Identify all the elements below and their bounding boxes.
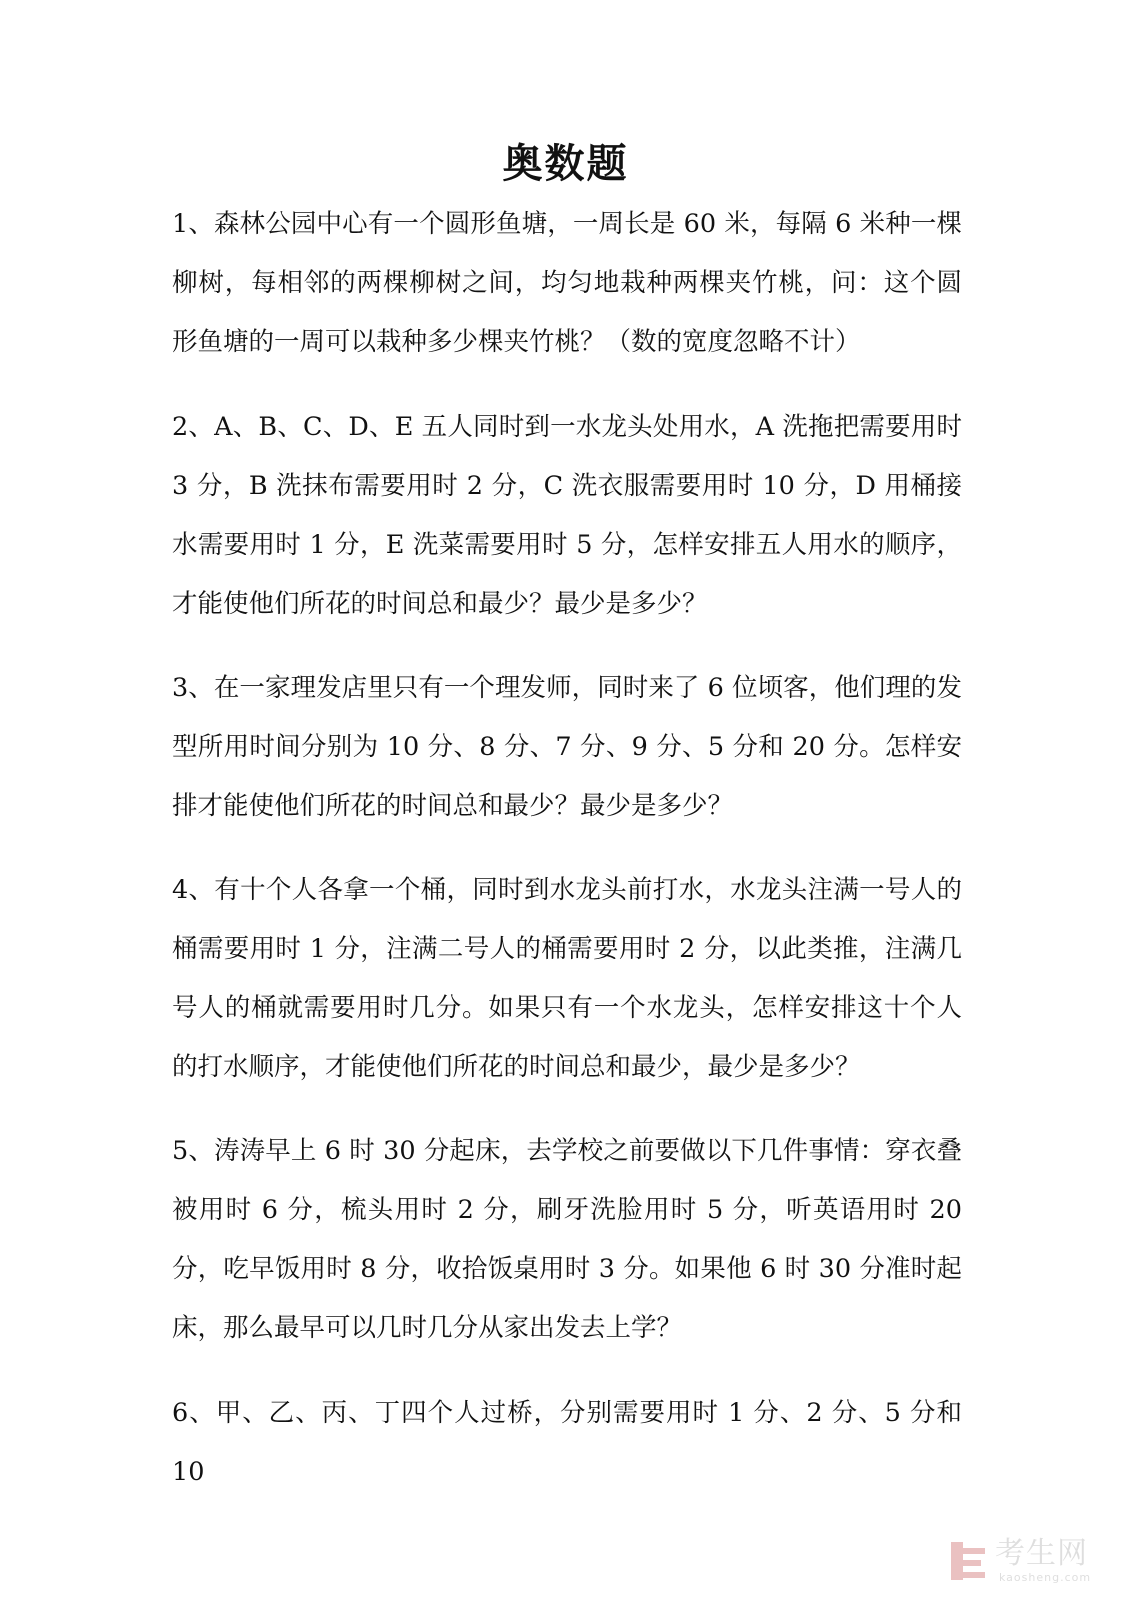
watermark-text: 考生网 <box>995 1536 1088 1571</box>
page-title: 奥数题 <box>502 140 629 187</box>
problem-1: 1、森林公园中心有一个圆形鱼塘，一周长是 60 米，每隔 6 米种一棵柳树，每相邻的两棵柳树之间，均匀地栽种两棵夹竹桃，问：这个圆形鱼塘的一周可以栽种多少棵夹竹桃？（数的宽度忽略不计） <box>172 209 962 357</box>
kaosheng-logo-icon <box>949 1540 989 1582</box>
problem-5: 5、涛涛早上 6 时 30 分起床，去学校之前要做以下几件事情：穿衣叠被用时 6 分，梳头用时 2 分，刷牙洗脸用时 5 分，听英语用时 20 分，吃早饭用时 8 分，收拾饭桌用时 3 分。如果他 6 时 30 分准时起床，那么最早可以几时几分从家出发去上学？ <box>172 1136 962 1343</box>
watermark-subtext: kaosheng.com <box>999 1571 1092 1584</box>
problem-2: 2、A、B、C、D、E 五人同时到一水龙头处用水，A 洗拖把需要用时 3 分，B 洗抹布需要用时 2 分，C 洗衣服需要用时 10 分，D 用桶接水需要用时 1 分，E 洗菜需要用时 5 分，怎样安排五人用水的顺序，才能使他们所花的时间总和最少？最少是多少？ <box>172 412 962 619</box>
watermark <box>949 1536 1109 1586</box>
problem-6: 6、甲、乙、丙、丁四个人过桥，分别需要用时 1 分、2 分、5 分和 10 <box>172 1398 962 1487</box>
problem-4: 4、有十个人各拿一个桶，同时到水龙头前打水，水龙头注满一号人的桶需要用时 1 分，注满二号人的桶需要用时 2 分，以此类推，注满几号人的桶就需要用时几分。如果只有一个水龙头，怎样安排这十个人的打水顺序，才能使他们所花的时间总和最少，最少是多少？ <box>172 875 962 1082</box>
problem-3: 3、在一家理发店里只有一个理发师，同时来了 6 位顷客，他们理的发型所用时间分别为 10 分、8 分、7 分、9 分、5 分和 20 分。怎样安排才能使他们所花的时间总和最少？最少是多少？ <box>172 673 962 821</box>
